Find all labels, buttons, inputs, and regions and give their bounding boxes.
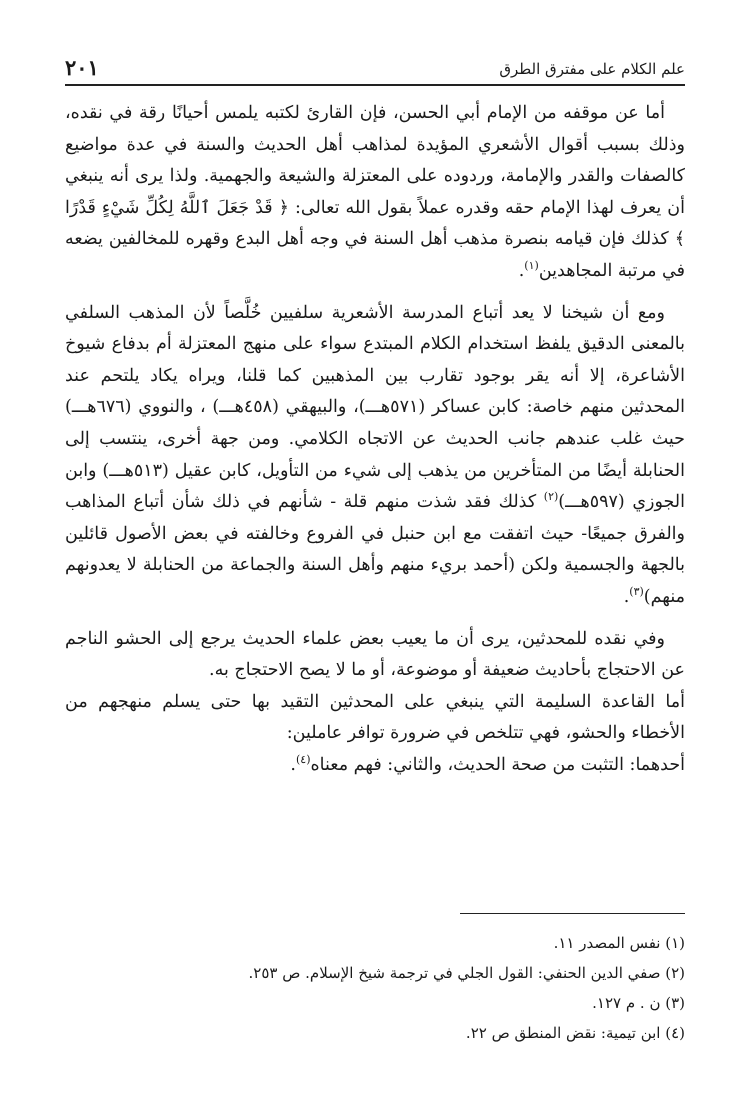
footnote-3: (٣) ن . م ١٢٧.: [592, 994, 685, 1012]
paragraph-tail: .: [290, 754, 296, 775]
paragraph-text: وفي نقده للمحدثين، يرى أن ما يعيب بعض علماء الحديث يرجع إلى الحشو الناجم عن الاحتجاج بأحاديث ضعيفة أو موضوعة، أو ما لا يصح الاحتجاج به.: [65, 628, 685, 681]
paragraph-text: أما القاعدة السليمة التي ينبغي على المحدثين التقيد بها حتى يسلم منهجهم من الأخطاء والحشو، فهي تتلخص في ضرورة توافر عاملين:: [65, 691, 685, 744]
paragraph-3: [65, 624, 685, 687]
paragraph-tail: .: [518, 260, 525, 281]
footnotes: [65, 928, 685, 1048]
paragraph-1: [65, 98, 685, 288]
page-header: [65, 50, 685, 86]
paragraph-tail-2: .: [623, 586, 630, 607]
footnote-1: (١) نفس المصدر ١١.: [553, 934, 685, 952]
footnote-ref-3: (٣): [629, 585, 644, 599]
paragraph-5: [65, 750, 685, 782]
paragraph-4: [65, 687, 685, 750]
paragraph-tail: كذلك فقد شذت منهم قلة - شأنهم في ذلك شأن أتباع المذاهب والفرق جميعًا- حيث اتفقت مع ابن حنبل في الفروع وخالفته في بعض الأصول قائلين بالجهة والجسمية ولكن (أحمد بريء منهم وأهل السنة والجماعة من الحنابلة لا يعدونهم منهم): [65, 492, 685, 607]
body-text: [65, 98, 685, 781]
paragraph-text: أما عن موقفه من الإمام أبي الحسن، فإن القارئ لكتبه يلمس أحيانًا رقة في نقده، وذلك بسبب أقوال الأشعري المؤيدة لمذاهب أهل الحديث والسنة في عدة مواضيع كالصفات والقدر والإمامة، وردوده على المعتزلة والشيعة والجهمية. ولذا يرى أنه ينبغي أن يعرف لهذا الإمام حقه وقدره عملاً بقول الله تعالى: ﴿ قَدْ جَعَلَ ٱللَّهُ لِكُلِّ شَيْءٍ قَدْرًا ﴾ كذلك فإن قيامه بنصرة مذهب أهل السنة في وجه أهل البدع وقهره للمخالفين يضعه في مرتبة المجاهدين: [65, 103, 685, 281]
footnote-2: (٢) صفي الدين الحنفي: القول الجلي في ترجمة شيخ الإسلام. ص ٢٥٣.: [248, 964, 685, 982]
paragraph-2: [65, 298, 685, 614]
running-title: علم الكلام على مفترق الطرق: [499, 60, 685, 78]
footnote-ref-1: (١): [524, 259, 539, 273]
paragraph-text: أحدهما: التثبت من صحة الحديث، والثاني: فهم معناه: [310, 754, 685, 775]
footnote-divider: [460, 913, 685, 914]
paragraph-text: ومع أن شيخنا لا يعد أتباع المدرسة الأشعرية سلفيين خُلَّصاً لأن المذهب السلفي بالمعنى الدقيق يلفظ استخدام الكلام المبتدع سواء على منهج المعتزلة أم بدفاع شيوخ الأشاعرة، إلا أنه يقر بوجود تقارب بين المذهبين كما قلنا، ويراه يكاد يلتحم عند المحدثين منهم خاصة: كابن عساكر (٥٧١هـــ)، والبيهقي (٤٥٨هـــ) ، والنووي (٦٧٦هـــ) حيث غلب عندهم جانب الحديث عن الاتجاه الكلامي. ومن جهة أخرى، ينتسب إلى الحنابلة أيضًا من المتأخرين من يذهب إلى شيء من التأويل، كابن عقيل (٥١٣هـــ) وابن الجوزي (٥٩٧هـــ): [65, 302, 686, 513]
footnote-ref-2: (٢): [543, 490, 559, 504]
page-number: ٢٠١: [65, 55, 99, 80]
footnote-ref-4: (٤): [295, 753, 311, 767]
footnote-4: (٤) ابن تيمية: نقض المنطق ص ٢٢.: [465, 1024, 685, 1042]
